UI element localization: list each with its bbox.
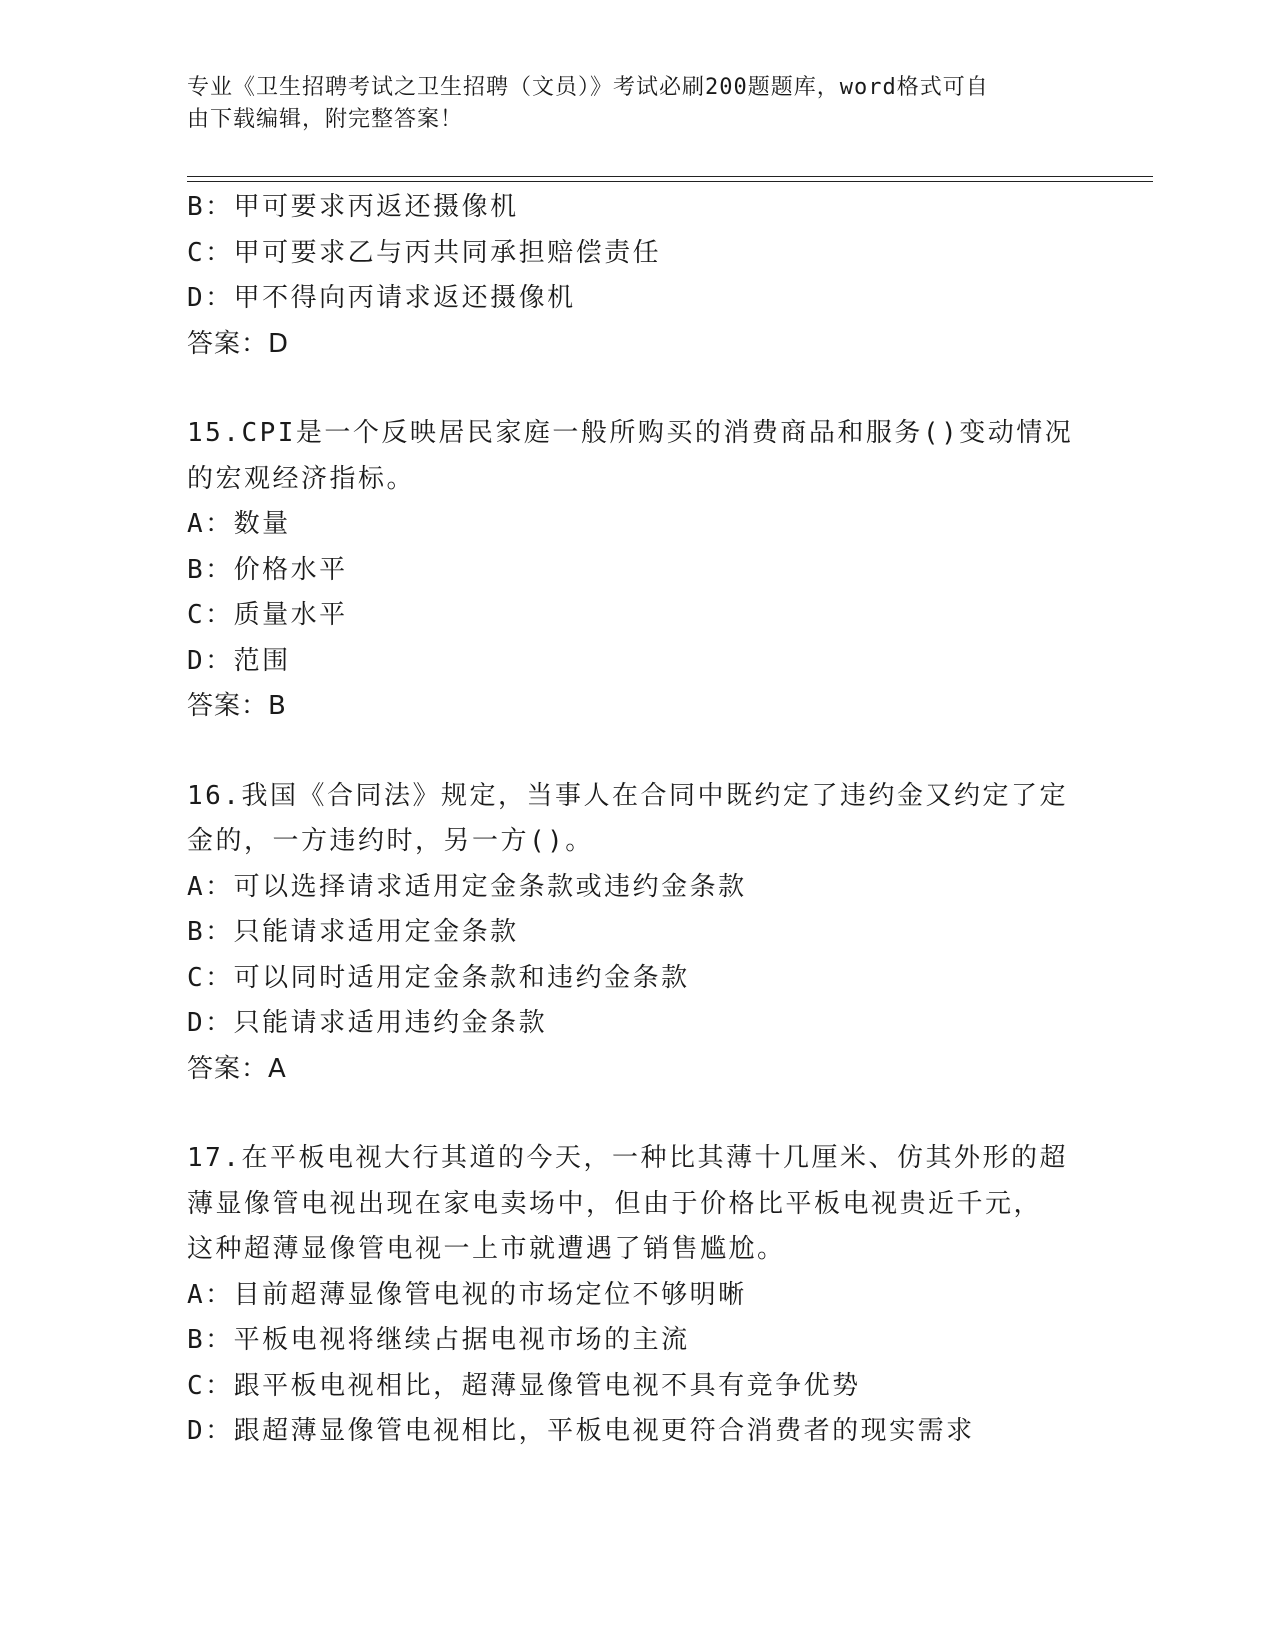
option-c: C：甲可要求乙与丙共同承担赔偿责任: [187, 237, 662, 268]
header-divider-top: [187, 176, 1153, 177]
question-15: [187, 411, 1087, 730]
option-b: B：价格水平: [187, 554, 348, 585]
question-text-line: 17.在平板电视大行其道的今天，一种比其薄十几厘米、仿其外形的超: [187, 1143, 1068, 1173]
option-b: B：平板电视将继续占据电视市场的主流: [187, 1325, 690, 1355]
option-c: C：质量水平: [187, 600, 348, 630]
header-line-2: 由下载编辑，附完整答案！: [187, 107, 464, 132]
question-text-line: 薄显像管电视出现在家电卖场中，但由于价格比平板电视贵近千元，: [187, 1188, 1043, 1219]
page-header: [187, 72, 1067, 136]
question-text-line: 这种超薄显像管电视一上市就遭遇了销售尴尬。: [187, 1234, 786, 1264]
spacer: [187, 367, 1087, 411]
option-a: A：可以选择请求适用定金条款或违约金条款: [187, 871, 747, 902]
option-b: B：只能请求适用定金条款: [187, 917, 519, 947]
spacer: [187, 1092, 1087, 1136]
question-text-line: 的宏观经济指标。: [187, 463, 416, 494]
option-a: A：数量: [187, 509, 291, 539]
option-d: D：只能请求适用违约金条款: [187, 1008, 548, 1038]
option-c: C：跟平板电视相比，超薄显像管电视不具有竞争优势: [187, 1370, 861, 1401]
option-d: D：跟超薄显像管电视相比，平板电视更符合消费者的现实需求: [187, 1416, 975, 1446]
spacer: [187, 730, 1087, 774]
prev-question-block: [187, 185, 1087, 367]
answer-line: 答案：A: [187, 1053, 287, 1084]
header-divider-bottom: [187, 181, 1153, 182]
question-content: [187, 185, 1087, 1455]
question-16: [187, 774, 1087, 1093]
question-17: [187, 1136, 1087, 1455]
option-d: D：范围: [187, 645, 291, 676]
answer-line: 答案：D: [187, 328, 290, 359]
question-text-line: 金的，一方违约时，另一方()。: [187, 826, 594, 856]
option-c: C：可以同时适用定金条款和违约金条款: [187, 962, 690, 993]
option-d: D：甲不得向丙请求返还摄像机: [187, 283, 576, 313]
option-b: B：甲可要求丙返还摄像机: [187, 192, 519, 222]
question-text-line: 16.我国《合同法》规定，当事人在合同中既约定了违约金又约定了定: [187, 780, 1068, 811]
option-a: A：目前超薄显像管电视的市场定位不够明晰: [187, 1279, 747, 1310]
question-text-line: 15.CPI是一个反映居民家庭一般所购买的消费商品和服务()变动情况: [187, 418, 1074, 448]
answer-line: 答案：B: [187, 691, 287, 721]
header-line-1: 专业《卫生招聘考试之卫生招聘（文员）》考试必刷200题题库，word格式可自: [187, 75, 989, 100]
